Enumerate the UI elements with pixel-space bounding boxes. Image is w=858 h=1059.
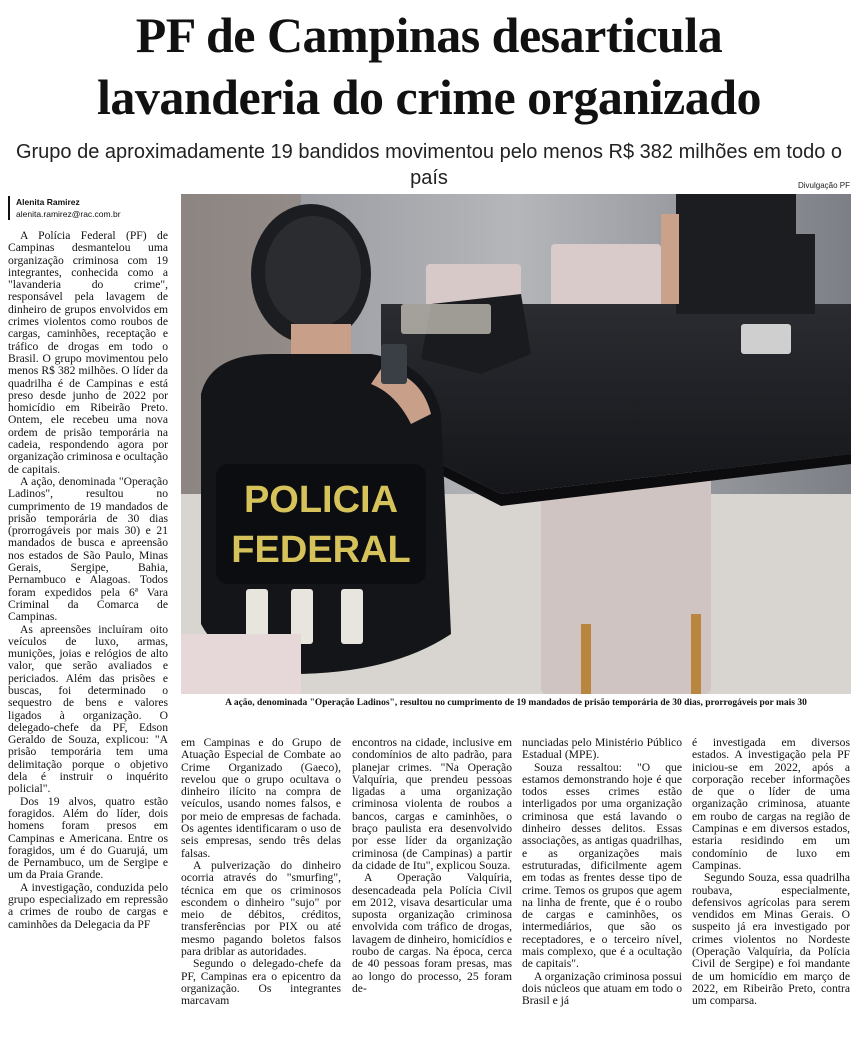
paragraph: A Polícia Federal (PF) de Campinas desmantelou uma organização criminosa com 19 integrantes, conhecida como a "lavanderia do crime", responsável pela lavagem de dinheiro de grupos envolvidos em crimes violentos como roubos de cargas, caminhões, receptação e tráfico de drogas em todo o Brasil. O grupo movimentou pelo menos R$ 382 milhões. O líder da quadrilha é de Campinas e está preso desde junho de 2022 por homicídio em Ribeirão Preto. Ontem, ele recebeu uma nova ordem de prisão temporária na cadeia, respondendo agora por organização criminosa e ocultação de capitais. — [8, 230, 168, 476]
byline — [8, 196, 121, 220]
vest-text-line-2: FEDERAL — [231, 529, 411, 571]
article-column-2 — [181, 737, 341, 1055]
author-name: Alenita Ramirez — [16, 197, 80, 207]
vest-text-line-1: POLICIA — [243, 479, 399, 521]
author-email: alenita.ramirez@rac.com.br — [16, 209, 121, 219]
paragraph: é investigada em diversos estados. A investigação pela PF iniciou-se em 2022, após a corporação receber informações de que o líder de uma organização criminosa, atuante em roubo de cargas na região de Campinas e em diversos estados, estaria residindo em um condomínio de luxo em Campinas. — [692, 737, 850, 872]
paragraph: As apreensões incluíram oito veículos de luxo, armas, munições, joias e relógios de alto valor, que serão avaliados e periciados. Além das prisões e buscas, foi determinado o sequestro de bens e valores ligados à organização. O delegado-chefe da PF, Edson Geraldo de Souza, explicou: "A prisão temporária tem uma delimitação porque o objetivo dela é instruir o inquérito policial". — [8, 622, 168, 796]
paragraph: Dos 19 alvos, quatro estão foragidos. Além do líder, dois homens foram presos em Campinas e Americana. Entre os foragidos, um é do Guarujá, um de Pernambuco, um de Sergipe e um da Praia Grande. — [8, 794, 168, 882]
paragraph: A investigação, conduzida pelo grupo especializado em repressão a crimes de roubo de cargas e caminhões da Delegacia da PF — [8, 880, 168, 931]
paragraph: nunciadas pelo Ministério Público Estadual (MPE). — [522, 737, 682, 762]
headline-line-1: PF de Campinas desarticula — [135, 7, 723, 63]
photo-credit: Divulgação PF — [797, 181, 850, 190]
paragraph: Segundo Souza, essa quadrilha roubava, especialmente, defensivos agrícolas para serem vendidos em Minas Gerais. O suspeito já era investigado por crimes violentos no Nordeste (Operação Valquíria, da Polícia Civil de Sergipe) e foi mandante de um homicídio em março de 2022, em Ribeirão Preto, contra um comparsa. — [692, 871, 850, 1008]
paragraph: Segundo o delegado-chefe da PF, Campinas era o epicentro da organização. Os integrantes marcavam — [181, 957, 341, 1008]
paragraph: A organização criminosa possui dois núcleos que atuam em todo o Brasil e já — [522, 969, 682, 1008]
paragraph: A ação, denominada "Operação Ladinos", resultou no cumprimento de 19 mandados de prisão temporária de 30 dias (prorrogáveis por mais 30) e 21 mandados de busca e apreensão nos estados de São Paulo, Minas Gerais, Sergipe, Bahia, Pernambuco e Alagoas. Todos foram expedidos pela 6ª Vara Criminal da Comarca de Campinas. — [8, 474, 168, 624]
paragraph: Souza ressaltou: "O que estamos demonstrando hoje é que todos esses crimes estão interligados por uma organização criminosa que está lavando o dinheiro desses delitos. Essas associações, as antigas quadrilhas, e as organizações mais estruturadas, dificilmente agem em todas as frentes desse tipo de crime. Temos os grupos que agem na linha de frente, que é o roubo de cargas e caminhões, os intermediários, que são os receptadores, e o terceiro nível, mais complexo, que é a ocultação de capitais". — [522, 760, 682, 971]
paragraph: em Campinas e do Grupo de Atuação Especial de Combate ao Crime Organizado (Gaeco), revelou que o grupo ocultava o dinheiro ilícito na compra de veículos, usando nomes falsos, e por meio de empresas de fachada. Os agentes identificaram o uso de seis empresas, sendo três delas falsas. — [181, 737, 341, 860]
photo-caption: A ação, denominada "Operação Ladinos", resultou no cumprimento de 19 mandados de prisão temporária de 30 dias, prorrogáveis por mais 30 — [225, 698, 807, 708]
paragraph: A pulverização do dinheiro ocorria através do "smurfing", técnica em que os criminosos escondem o dinheiro "sujo" por meio de débitos, créditos, transferências por PIX ou até mesmo pagando boletos falsos para driblar as autoridades. — [181, 858, 341, 959]
subheadline: Grupo de aproximadamente 19 bandidos movimentou pelo menos R$ 382 milhões em todo o país — [15, 141, 843, 189]
article-column-3 — [352, 737, 512, 1055]
photo-illustration — [181, 194, 851, 694]
paragraph: encontros na cidade, inclusive em condomínios de alto padrão, para planejar crimes. "Na Operação Valquíria, que prendeu pessoas ligadas a uma organização criminosa violenta de roubos a bancos, cargas e caminhões, o braço paulista era desenvolvido por esse líder da organização criminosa (de Campinas) a partir da cidade de Itu", explicou Souza. — [352, 737, 512, 872]
article-column-4 — [522, 737, 682, 1055]
headline-line-2: lavanderia do crime organizado — [96, 69, 762, 125]
headline — [0, 4, 858, 128]
article-column-5 — [692, 737, 850, 1055]
paragraph: A Operação Valquíria, desencadeada pela Polícia Civil em 2012, visava desarticular uma suposta organização criminosa envolvida com tráfico de drogas, lavagem de dinheiro, homicídios e roubo de cargas. Na época, cerca de 40 pessoas foram presas, mas ao longo do processo, 25 foram de- — [352, 871, 512, 995]
article-photo — [181, 194, 851, 694]
article-column-1 — [8, 230, 168, 1056]
